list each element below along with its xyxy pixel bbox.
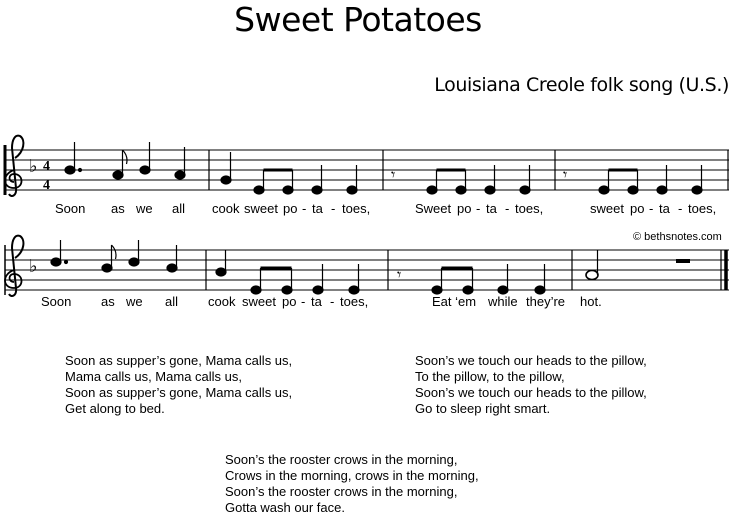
lyric-syllable: po	[283, 201, 298, 216]
verse-line: Soon as supper’s gone, Mama calls us,	[65, 353, 293, 368]
lyric-syllable: as	[101, 294, 115, 309]
verse-line: Gotta wash our face.	[225, 500, 345, 515]
song-title: Sweet Potatoes	[234, 0, 482, 39]
lyric-syllable: -	[649, 201, 654, 216]
verse-line: Soon’s the rooster crows in the morning,	[225, 452, 458, 467]
lyric-syllable: as	[111, 201, 125, 216]
lyric-syllable: Soon	[55, 201, 86, 216]
lyric-syllable: we	[126, 294, 143, 309]
verse-line: Mama calls us, Mama calls us,	[65, 369, 242, 384]
lyric-syllable: cook	[212, 201, 240, 216]
lyric-syllable: -	[678, 201, 683, 216]
time-signature-bottom: 4	[43, 178, 50, 193]
verse-line: To the pillow, to the pillow,	[415, 369, 565, 384]
verse-line: Crows in the morning, crows in the morning,	[225, 468, 479, 483]
lyric-syllable: Eat ‘em	[432, 294, 477, 309]
lyric-syllable: -	[331, 201, 336, 216]
lyric-syllable: -	[330, 294, 335, 309]
lyric-syllable: sweet	[244, 201, 278, 216]
verse-line: Soon’s we touch our heads to the pillow,	[415, 385, 647, 400]
lyric-syllable: po	[282, 294, 297, 309]
staff-line-2	[5, 250, 729, 290]
lyric-syllable: all	[172, 201, 186, 216]
lyric-syllable: -	[302, 201, 307, 216]
song-origin: Louisiana Creole folk song (U.S.)	[434, 74, 729, 96]
verse-line: Go to sleep right smart.	[415, 401, 551, 416]
lyric-syllable: ta	[486, 201, 497, 216]
verse-line: Soon’s we touch our heads to the pillow,	[415, 353, 647, 368]
verse-line: Soon as supper’s gone, Mama calls us,	[65, 385, 293, 400]
lyric-syllable: while	[488, 294, 518, 309]
lyric-syllable: Sweet	[415, 201, 452, 216]
lyric-syllable: all	[165, 294, 179, 309]
lyric-syllable: hot.	[580, 294, 602, 309]
lyric-syllable: toes,	[688, 201, 717, 216]
verse-4	[225, 452, 479, 516]
lyric-syllable: we	[136, 201, 153, 216]
svg-text:𝄾: 𝄾	[563, 165, 568, 184]
copyright-notice: © bethsnotes.com	[633, 231, 722, 243]
svg-text:♭: ♭	[29, 256, 38, 277]
lyric-syllable: po	[457, 201, 472, 216]
svg-text:𝄾: 𝄾	[397, 265, 402, 284]
lyric-syllable: ta	[659, 201, 670, 216]
verse-3	[415, 353, 647, 417]
lyric-syllable: po	[630, 201, 645, 216]
lyric-syllable: toes,	[515, 201, 544, 216]
lyric-syllable: ta	[311, 294, 322, 309]
time-signature-top: 4	[43, 159, 50, 174]
verse-line: Soon’s the rooster crows in the morning,	[225, 484, 458, 499]
lyric-syllable: cook	[208, 294, 236, 309]
lyric-syllable: they’re	[526, 294, 566, 309]
lyric-syllable: toes,	[340, 294, 369, 309]
lyric-syllable: -	[476, 201, 481, 216]
lyric-syllable: ta	[312, 201, 323, 216]
lyric-syllable: sweet	[590, 201, 624, 216]
lyric-syllable: toes,	[342, 201, 371, 216]
lyric-syllable: Soon	[41, 294, 72, 309]
lyric-syllable: sweet	[242, 294, 276, 309]
lyric-syllable: -	[505, 201, 510, 216]
verse-2	[65, 353, 292, 417]
svg-text:𝄾: 𝄾	[391, 165, 396, 184]
lyric-syllable: -	[301, 294, 306, 309]
verse-line: Get along to bed.	[65, 401, 165, 416]
svg-text:♭: ♭	[29, 156, 38, 177]
